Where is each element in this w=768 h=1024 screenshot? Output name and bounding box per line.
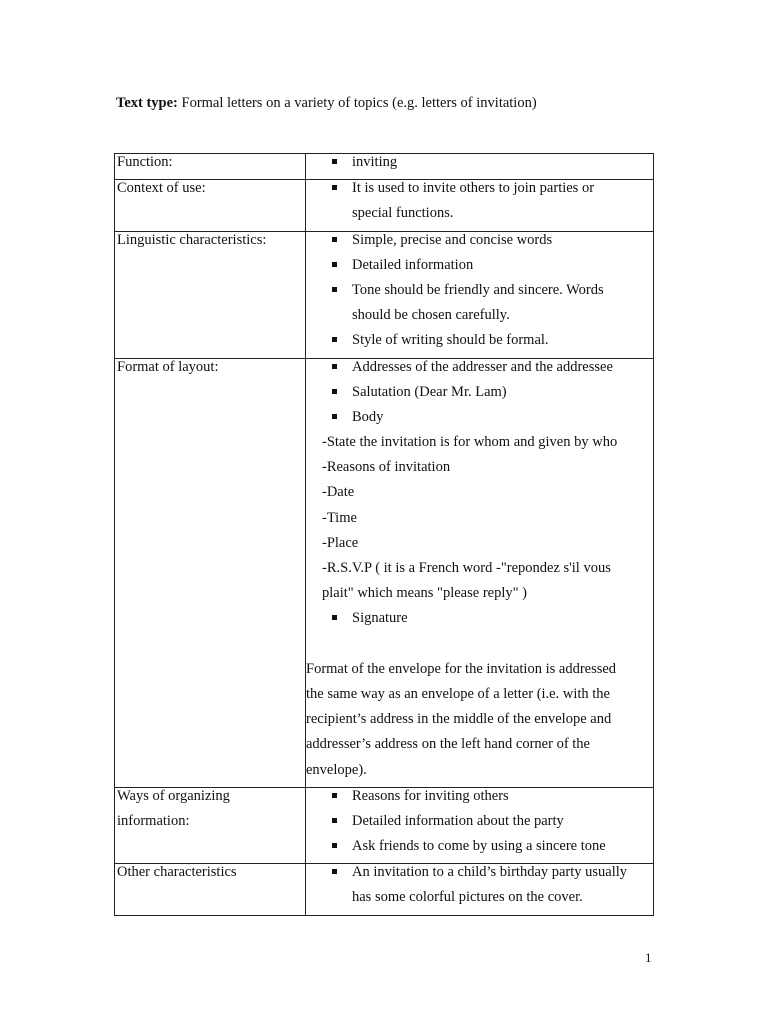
list-item-continuation: has some colorful pictures on the cover. — [352, 889, 583, 906]
envelope-paragraph-line: recipient’s address in the middle of the envelope and — [306, 711, 612, 728]
row-content — [306, 180, 654, 231]
list-item: Body — [306, 409, 653, 434]
list-item: Ask friends to come by using a sincere tone — [306, 838, 653, 863]
list-item-continuation: special functions. — [352, 205, 454, 222]
list-item: It is used to invite others to join parties or — [306, 180, 653, 205]
list-item: Salutation (Dear Mr. Lam) — [306, 384, 653, 409]
document-title — [116, 95, 537, 112]
body-detail: -R.S.V.P ( it is a French word -"repondez s'il vous — [322, 560, 611, 576]
text-type-value: Formal letters on a variety of topics (e.g. letters of invitation) — [177, 95, 537, 111]
list-item: Simple, precise and concise words — [306, 232, 653, 257]
list-item: Style of writing should be formal. — [306, 332, 653, 357]
list-item: inviting — [306, 154, 653, 179]
envelope-paragraph-line: the same way as an envelope of a letter (i.e. with the — [306, 685, 610, 702]
table-row-linguistic — [115, 231, 654, 358]
row-label — [115, 787, 306, 864]
table-row-context — [115, 180, 654, 231]
body-detail: plait" which means "please reply" ) — [322, 585, 527, 602]
spacer — [306, 636, 653, 661]
list-item: An invitation to a child’s birthday party usually — [306, 864, 653, 889]
body-detail: -State the invitation is for whom and given by who — [322, 434, 618, 451]
list-item-continuation: should be chosen carefully. — [352, 307, 510, 324]
body-detail: -Place — [322, 534, 359, 551]
envelope-paragraph-line: envelope). — [306, 761, 367, 778]
list-item: Addresses of the addresser and the addressee — [306, 359, 653, 384]
page-number: 1 — [645, 950, 652, 965]
text-type-table — [114, 153, 654, 916]
list-item: Detailed information — [306, 257, 653, 282]
text-type-label: Text type: — [116, 95, 178, 111]
table-row-ways — [115, 787, 654, 864]
body-detail: -Reasons of invitation — [322, 459, 451, 476]
row-content — [306, 864, 654, 915]
row-label: Format of layout: — [115, 358, 306, 787]
row-content — [306, 787, 654, 864]
table-row-other — [115, 864, 654, 915]
row-content — [306, 154, 654, 180]
row-content — [306, 358, 654, 787]
envelope-paragraph-line: Format of the envelope for the invitation is addressed — [306, 660, 617, 677]
row-label-line: Ways of organizing — [117, 787, 230, 804]
body-detail: -Date — [322, 484, 355, 501]
row-label: Context of use: — [115, 180, 306, 231]
table-row-format — [115, 358, 654, 787]
row-label: Linguistic characteristics: — [115, 231, 306, 358]
list-item: Tone should be friendly and sincere. Words — [306, 282, 653, 307]
row-label: Other characteristics — [115, 864, 306, 915]
row-content — [306, 231, 654, 358]
body-detail: -Time — [322, 509, 357, 526]
envelope-paragraph-line: addresser’s address on the left hand corner of the — [306, 736, 590, 753]
row-label: Function: — [115, 154, 306, 180]
list-item: Reasons for inviting others — [306, 788, 653, 813]
row-label-line: information: — [117, 812, 190, 829]
table-row-function — [115, 154, 654, 180]
list-item: Signature — [306, 610, 653, 635]
list-item: Detailed information about the party — [306, 813, 653, 838]
